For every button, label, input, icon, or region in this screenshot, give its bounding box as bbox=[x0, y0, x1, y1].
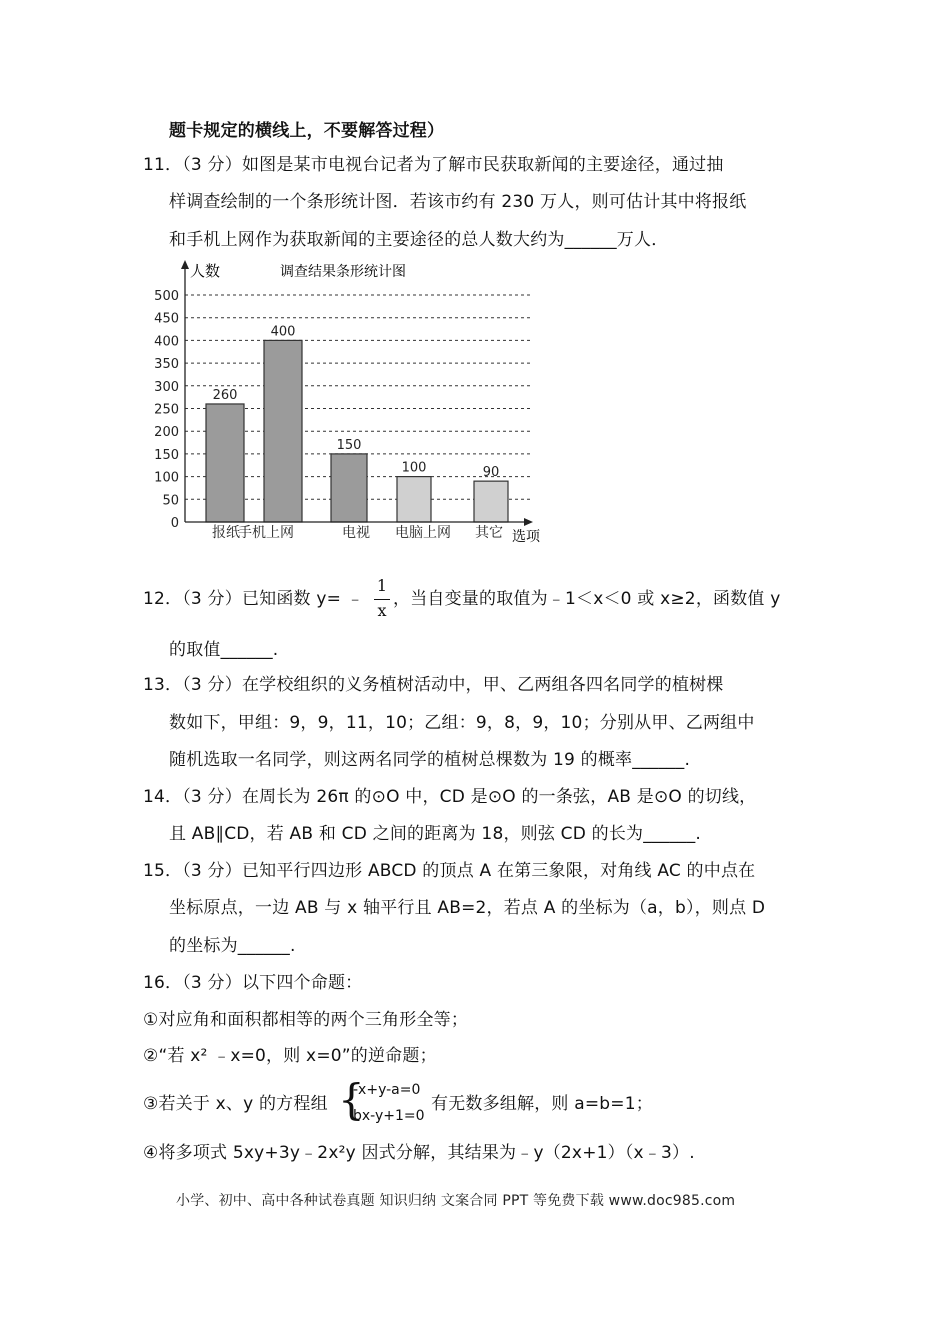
bar-value-label: 100 bbox=[401, 460, 427, 476]
q16-item-3-post: 有无数多组解，则 a=b=1； bbox=[431, 1094, 653, 1114]
q11-line-2: 样调查绘制的一个条形统计图．若该市约有 230 万人，则可估计其中将报纸 bbox=[169, 192, 747, 212]
chart-xlabel: 选项 bbox=[512, 529, 540, 545]
q11-line-1: 11．（3 分）如图是某市电视台记者为了解市民获取新闻的主要途径，通过抽 bbox=[143, 155, 724, 175]
bar-2 bbox=[331, 454, 367, 522]
x-category-label: 电脑上网 bbox=[395, 525, 451, 541]
q14-line-2: 且 AB∥CD，若 AB 和 CD 之间的距离为 18，则弦 CD 的长为______. bbox=[169, 824, 702, 844]
q12-fraction-numerator: 1 bbox=[376, 576, 388, 595]
equation-1: -x+y-a=0 bbox=[353, 1082, 421, 1098]
q14-line-1: 14．（3 分）在周长为 26π 的⊙O 中，CD 是⊙O 的一条弦，AB 是⊙O 的切线， bbox=[143, 787, 757, 807]
y-tick-label: 500 bbox=[154, 289, 179, 304]
bar-4 bbox=[474, 481, 508, 522]
bar-value-label: 260 bbox=[212, 387, 238, 403]
q13-line-3: 随机选取一名同学，则这两名同学的植树总棵数为 19 的概率______. bbox=[169, 750, 691, 770]
bar-1 bbox=[264, 340, 302, 522]
y-tick-label: 250 bbox=[154, 402, 179, 418]
equation-2: bx-y+1=0 bbox=[353, 1108, 425, 1124]
bar-value-label: 90 bbox=[482, 465, 500, 481]
y-tick-label: 0 bbox=[170, 516, 179, 531]
x-category-label: 其它 bbox=[475, 525, 503, 541]
q11-line-3: 和手机上网作为获取新闻的主要途径的总人数大约为______万人． bbox=[169, 230, 669, 250]
y-tick-label: 300 bbox=[154, 379, 179, 395]
q15-line-1: 15．（3 分）已知平行四边形 ABCD 的顶点 A 在第三象限，对角线 AC 的中点在 bbox=[143, 861, 756, 881]
q13-line-2: 数如下，甲组：9，9，11，10；乙组：9，8，9，10；分别从甲、乙两组中 bbox=[169, 713, 755, 733]
q16-item-1: ①对应角和面积都相等的两个三角形全等； bbox=[143, 1010, 469, 1030]
section-instruction-tail: 题卡规定的横线上，不要解答过程） bbox=[169, 121, 445, 141]
q15-line-3: 的坐标为______. bbox=[169, 936, 296, 956]
y-axis-arrow bbox=[181, 260, 189, 269]
bar-0 bbox=[206, 404, 244, 522]
q12-fraction-denominator: x bbox=[377, 601, 387, 620]
x-category-label: 电视 bbox=[342, 525, 370, 541]
x-category-label: 报纸 bbox=[212, 525, 240, 541]
q12-fraction-bar bbox=[374, 599, 390, 600]
y-tick-label: 450 bbox=[154, 311, 179, 327]
x-axis-arrow bbox=[524, 518, 533, 526]
bar-3 bbox=[397, 477, 431, 522]
q13-line-1: 13．（3 分）在学校组织的义务植树活动中，甲、乙两组各四名同学的植树棵 bbox=[143, 675, 724, 695]
q16-item-3-pre: ③若关于 x、y 的方程组 bbox=[143, 1094, 328, 1114]
equation-system-brace: { bbox=[338, 1075, 365, 1124]
q12-line-2: 的取值______. bbox=[169, 640, 279, 660]
y-tick-label: 400 bbox=[154, 334, 179, 350]
chart-title: 调查结果条形统计图 bbox=[280, 264, 406, 280]
q11-bar-chart bbox=[140, 258, 560, 548]
bar-value-label: 150 bbox=[336, 437, 362, 453]
q12-line-1-part-2: ，当自变量的取值为﹣1＜x＜0 或 x≥2，函数值 y bbox=[393, 589, 781, 609]
chart-ylabel: 人数 bbox=[190, 262, 221, 280]
y-tick-label: 150 bbox=[154, 447, 179, 463]
q16-item-2: ②“若 x² ﹣x=0，则 x=0”的逆命题； bbox=[143, 1046, 437, 1066]
y-tick-label: 50 bbox=[162, 493, 179, 509]
y-tick-label: 350 bbox=[154, 357, 179, 373]
y-tick-label: 100 bbox=[154, 470, 179, 486]
q16-item-4: ④将多项式 5xy+3y﹣2x²y 因式分解，其结果为﹣y（2x+1）（x﹣3）. bbox=[143, 1143, 695, 1163]
y-tick-label: 200 bbox=[154, 425, 179, 441]
bar-value-label: 400 bbox=[270, 324, 296, 340]
page-footer: 小学、初中、高中各种试卷真题 知识归纳 文案合同 PPT 等免费下载 www.doc985.com bbox=[176, 1193, 736, 1209]
q15-line-2: 坐标原点，一边 AB 与 x 轴平行且 AB=2，若点 A 的坐标为（a，b），则点 D bbox=[169, 898, 766, 918]
q12-line-1-part-1: 12．（3 分）已知函数 y= ﹣ bbox=[143, 589, 364, 609]
x-category-label: 手机上网 bbox=[238, 525, 294, 541]
q16-intro: 16．（3 分）以下四个命题： bbox=[143, 973, 363, 993]
